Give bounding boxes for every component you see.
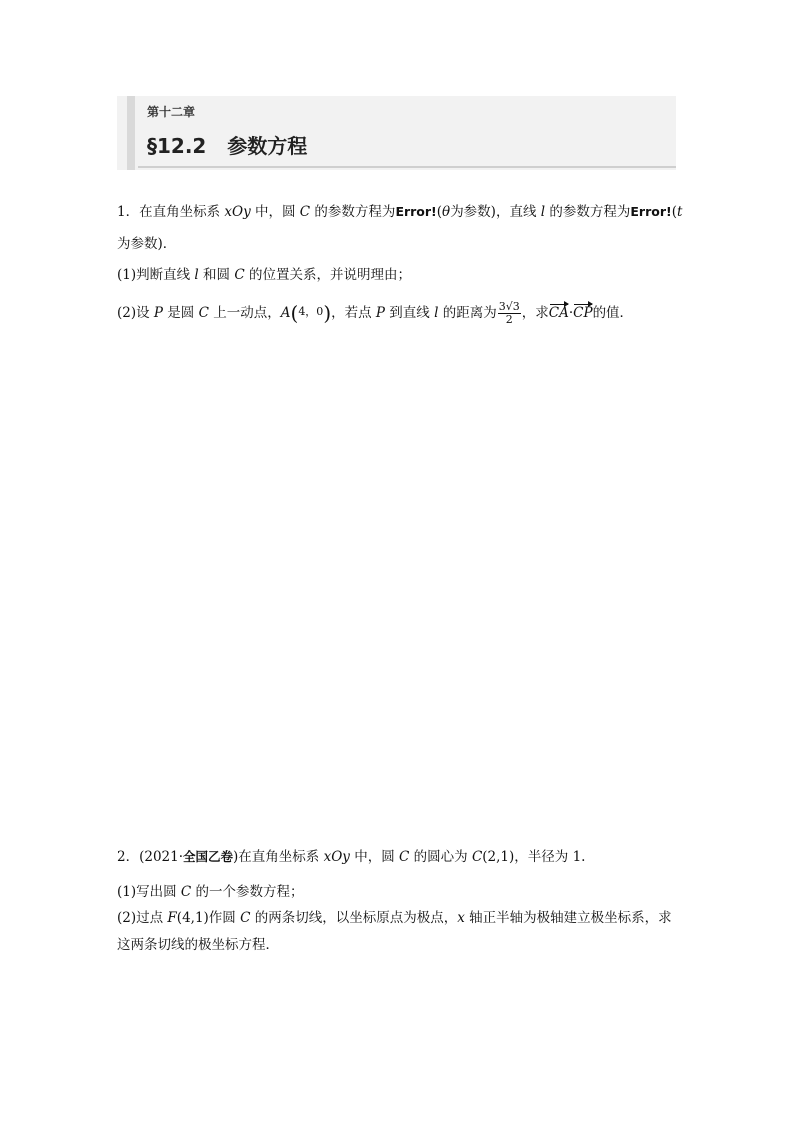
q2-part-2-cont: 这两条切线的极坐标方程． (117, 937, 279, 953)
header-underline (138, 166, 676, 168)
error-field-1: Error! (395, 204, 437, 219)
header-accent-bar (127, 96, 135, 170)
distance-fraction: $\frac{3√3}{2}$ (498, 300, 520, 326)
q1-line-2: 为参数)． (117, 236, 177, 252)
q1-part-1: (1)判断直线 l 和圆 C 的位置关系，并说明理由； (117, 267, 411, 283)
vector-ca: CA (548, 305, 569, 321)
error-field-2: Error! (630, 204, 672, 219)
q2-part-1: (1)写出圆 C 的一个参数方程； (117, 884, 304, 900)
q2-line-1: 2．(2021·全国乙卷)在直角坐标系 xOy 中，圆 C 的圆心为 C(2,1)，半径为 1. (117, 849, 586, 865)
section-title (147, 130, 307, 159)
q1-part-2: (2)设 P 是圆 C 上一动点，A(4，0)，若点 P 到直线 l 的距离为 $\frac{3√3}{2}$ ，求CA·CP的值． (117, 300, 634, 326)
section-number: §12.2 (147, 134, 207, 158)
section-name: 参数方程 (227, 134, 308, 158)
chapter-label: 第十二章 (147, 105, 196, 119)
q2-part-2: (2)过点 F(4,1)作圆 C 的两条切线，以坐标原点为极点，x 轴正半轴为极轴建立极坐标系，求 (117, 910, 672, 926)
q1-line-1: 1．在直角坐标系 xOy 中，圆 C 的参数方程为Error!(θ为参数)，直线 l 的参数方程为Error!(t (117, 204, 683, 220)
vector-cp: CP (573, 305, 593, 321)
